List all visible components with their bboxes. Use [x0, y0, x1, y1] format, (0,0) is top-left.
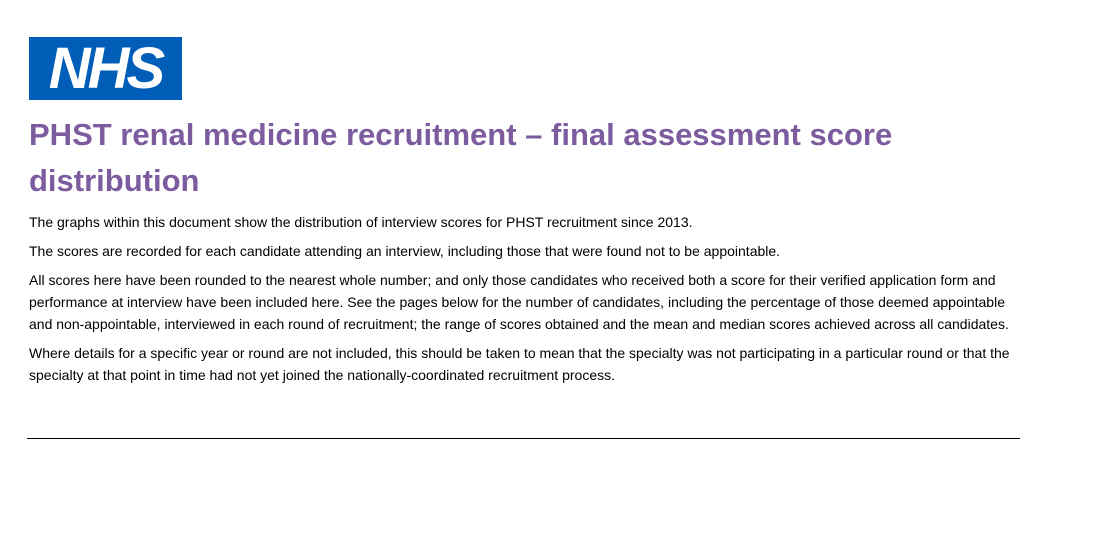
- horizontal-divider: [27, 438, 1020, 439]
- document-body: [29, 211, 1029, 393]
- document-title: PHST renal medicine recruitment – final assessment score distribution: [29, 117, 893, 198]
- missing-details-paragraph: Where details for a specific year or round are not included, this should be taken to mean that the specialty was not participating in a particular round or that the specialty at that point in time had not yet joined the nationally-coordinated recruitment process.: [29, 345, 1010, 383]
- scores-recorded-paragraph: The scores are recorded for each candidate attending an interview, including those that were found not to be appointable.: [29, 243, 781, 259]
- rounding-paragraph: All scores here have been rounded to the nearest whole number; and only those candidates who received both a score for their verified application form and performance at interview have been included here. See the pages below for the number of candidates, including the percentage of those deemed appointable and non-appointable, interviewed in each round of recruitment; the range of scores obtained and the mean and median scores achieved across all candidates.: [29, 272, 1009, 332]
- nhs-logo: [29, 37, 182, 100]
- nhs-logo-text: NHS: [48, 36, 163, 101]
- intro-paragraph: The graphs within this document show the distribution of interview scores for PHST recruitment since 2013.: [29, 214, 693, 230]
